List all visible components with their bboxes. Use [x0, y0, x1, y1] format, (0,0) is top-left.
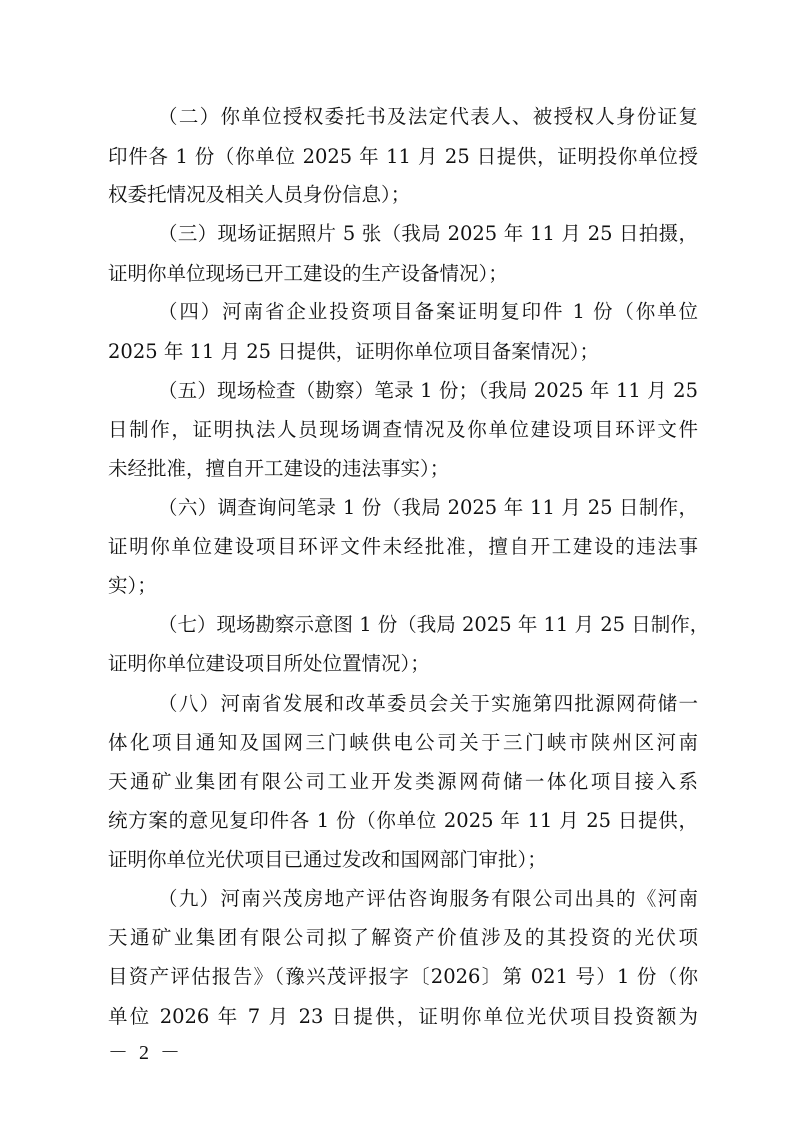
paragraph-line: （七）现场勘察示意图 1 份（我局 2025 年 11 月 25 日制作， — [158, 613, 710, 636]
paragraph-line: 单位 2026 年 7 月 23 日提供，证明你单位光伏项目投资额为 — [108, 1005, 698, 1028]
paragraph-line: （五）现场检查（勘察）笔录 1 份；（我局 2025 年 11 月 25 — [158, 379, 698, 402]
paragraph-line: 目资产评估报告》（豫兴茂评报字〔2026〕第 021 号）1 份（你 — [108, 965, 698, 988]
page-number: － 2 － — [108, 1042, 183, 1064]
paragraph-line: 统方案的意见复印件各 1 份（你单位 2025 年 11 月 25 日提供， — [108, 809, 698, 832]
paragraph-line: （四）河南省企业投资项目备案证明复印件 1 份（你单位 — [158, 300, 698, 323]
paragraph-line: 证明你单位现场已开工建设的生产设备情况）； — [108, 262, 508, 285]
paragraph-line: 日制作，证明执法人员现场调查情况及你单位建设项目环评文件 — [108, 418, 698, 441]
paragraph-line: （三）现场证据照片 5 张（我局 2025 年 11 月 25 日拍摄， — [158, 222, 698, 245]
paragraph-line: 未经批准，擅自开工建设的违法事实）； — [108, 457, 450, 480]
paragraph-line: （八）河南省发展和改革委员会关于实施第四批源网荷储一 — [158, 692, 698, 715]
paragraph-line: 证明你单位光伏项目已通过发改和国网部门审批）； — [108, 848, 547, 871]
paragraph-line: （六）调查询问笔录 1 份（我局 2025 年 11 月 25 日制作， — [158, 496, 698, 519]
paragraph-line: （二）你单位授权委托书及法定代表人、被授权人身份证复 — [158, 105, 698, 128]
paragraph-line: 证明你单位建设项目所处位置情况）； — [108, 652, 430, 675]
paragraph-line: 权委托情况及相关人员身份信息）； — [108, 183, 411, 206]
paragraph-line: 印件各 1 份（你单位 2025 年 11 月 25 日提供，证明投你单位授 — [108, 145, 698, 168]
paragraph-line: 实）； — [108, 574, 157, 597]
paragraph-line: 天通矿业集团有限公司工业开发类源网荷储一体化项目接入系 — [108, 770, 698, 793]
paragraph-line: 体化项目通知及国网三门峡供电公司关于三门峡市陕州区河南 — [108, 731, 698, 754]
paragraph-line: 证明你单位建设项目环评文件未经批准，擅自开工建设的违法事 — [108, 535, 698, 558]
paragraph-line: 2025 年 11 月 25 日提供，证明你单位项目备案情况）； — [108, 340, 599, 363]
paragraph-line: （九）河南兴茂房地产评估咨询服务有限公司出具的《河南 — [158, 887, 698, 910]
paragraph-line: 天通矿业集团有限公司拟了解资产价值涉及的其投资的光伏项 — [108, 926, 698, 949]
